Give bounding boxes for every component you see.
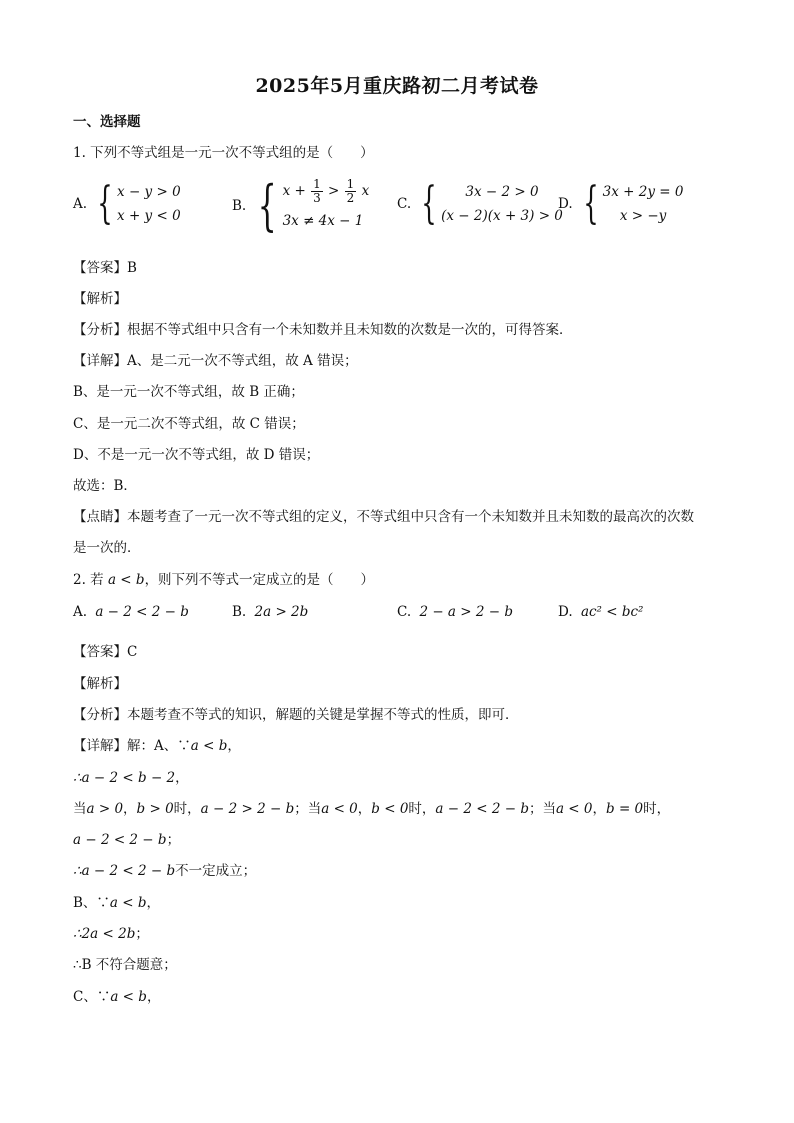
q2-line-6	[73, 891, 160, 911]
math-expression: a < b	[110, 989, 147, 1005]
math-text: >	[328, 183, 340, 199]
math-expression: b = 0	[606, 801, 644, 817]
math-expression: a − 2 > 2 − b	[200, 801, 295, 817]
brace-icon: {	[421, 178, 437, 229]
math-expression: ∴a − 2 < b − 2	[73, 770, 176, 786]
q1-dianjing-cont: 是一次的．	[73, 540, 141, 556]
math-expression: ac² < bc²	[580, 604, 644, 620]
q1-option-c	[397, 180, 563, 228]
math-expression: a < 0	[321, 801, 358, 817]
q1-line-b: B、是一元一次不等式组，故 B 正确；	[73, 384, 304, 400]
text: ，	[146, 989, 161, 1005]
q2-line-4	[73, 828, 180, 848]
text: B、∵	[73, 895, 110, 911]
fraction	[311, 178, 323, 205]
math-expression: 2a > 2b	[254, 604, 309, 620]
equation-row: x > −y	[619, 208, 667, 224]
text: ；当	[528, 801, 556, 817]
tag: 【分析】	[73, 322, 127, 338]
question-2-stem	[73, 568, 374, 588]
tag: 【详解】	[73, 738, 127, 754]
q2-line-9	[73, 985, 160, 1005]
equation-row	[283, 176, 370, 206]
option-label: D.	[558, 196, 573, 212]
paragraph-text: 本题考查了一元一次不等式组的定义，不等式组中只含有一个未知数并且未知数的最高次的次数	[127, 509, 694, 525]
text: ，	[227, 738, 241, 754]
option-label: C.	[397, 196, 412, 212]
q2-fenxi	[73, 703, 519, 723]
text: 时，	[408, 801, 436, 817]
brace-icon: {	[582, 178, 599, 229]
section-heading: 一、选择题	[73, 114, 141, 130]
math-expression: ∴a − 2 < 2 − b	[73, 863, 176, 879]
equation-row: (x − 2)(x + 3) > 0	[441, 208, 563, 224]
text: 当	[73, 801, 87, 817]
math-expression: a < 0	[555, 801, 593, 817]
brace-icon: {	[257, 174, 277, 237]
equation-row: 3x ≠ 4x − 1	[282, 213, 364, 229]
equation-row: 3x + 2y = 0	[602, 184, 684, 200]
math-expression: a > 0	[86, 801, 124, 817]
q2-option-a	[73, 604, 189, 620]
math-expression: a − 2 < 2 − b	[95, 604, 189, 620]
text: 2. 若	[73, 572, 104, 588]
q2-line-2	[73, 766, 189, 786]
paragraph-text: 根据不等式组中只含有一个未知数并且未知数的次数是一次的，可得答案．	[127, 322, 573, 338]
option-label: B.	[232, 198, 247, 214]
brace-icon: {	[97, 178, 113, 229]
option-label: A.	[73, 196, 88, 212]
q1-xiangjie	[73, 349, 358, 369]
text: ；当	[294, 801, 322, 817]
q2-answer: 【答案】C	[73, 644, 138, 660]
math-expression: ∴2a < 2b	[73, 926, 136, 942]
text: ，	[146, 895, 161, 911]
q1-option-b	[232, 176, 369, 236]
paragraph-text: A、是二元一次不等式组，故 A 错误；	[127, 353, 358, 369]
q1-line-c: C、是一元二次不等式组，故 C 错误；	[73, 416, 305, 432]
q1-dianjing	[73, 505, 694, 525]
math-text: x +	[282, 183, 306, 199]
math-expression: a − 2 < 2 − b	[435, 801, 529, 817]
q1-answer: 【答案】B	[73, 260, 137, 276]
q2-option-c	[397, 604, 513, 620]
q2-analysis-heading: 【解析】	[73, 676, 127, 692]
q1-fenxi	[73, 318, 573, 338]
math-expression: a < b	[107, 572, 145, 588]
math-expression: b > 0	[136, 801, 174, 817]
option-label: A.	[73, 604, 88, 620]
q2-option-b	[232, 604, 308, 620]
math-expression: 2 − a > 2 − b	[419, 604, 513, 620]
denominator: 3	[313, 191, 321, 205]
text: ，则下列不等式一定成立的是（ ）	[144, 572, 375, 588]
q2-line-3	[73, 797, 670, 817]
q2-xiangjie	[73, 734, 241, 754]
text: 时，	[643, 801, 671, 817]
math-text: x	[361, 183, 370, 199]
text: ，	[592, 801, 607, 817]
tag: 【详解】	[73, 353, 127, 369]
math-expression: b < 0	[371, 801, 409, 817]
tag: 【分析】	[73, 707, 127, 723]
denominator: 2	[346, 191, 355, 205]
math-expression: a − 2 < 2 − b	[73, 832, 167, 848]
paragraph-text: 本题考查不等式的知识，解题的关键是掌握不等式的性质，即可．	[127, 707, 519, 723]
fraction	[345, 178, 357, 205]
text: 解：A、∵	[127, 738, 191, 754]
question-1-stem: 1. 下列不等式组是一元一次不等式组的是（ ）	[73, 145, 374, 161]
text: ；	[135, 926, 149, 942]
text: 时，	[173, 801, 201, 817]
text: C、∵	[73, 989, 111, 1005]
q2-line-8: ∴B 不符合题意；	[73, 957, 177, 973]
math-expression: a < b	[190, 738, 228, 754]
page-title: 2025年5月重庆路初二月考试卷	[255, 75, 539, 97]
numerator: 1	[346, 177, 355, 191]
option-label: B.	[232, 604, 247, 620]
math-expression: a < b	[109, 895, 147, 911]
q2-line-7	[73, 922, 149, 942]
q1-option-a	[73, 180, 181, 228]
q2-option-d	[558, 604, 643, 620]
q1-choice: 故选：B．	[73, 478, 137, 494]
tag: 【点睛】	[73, 509, 127, 525]
q1-line-d: D、不是一元一次不等式组，故 D 错误；	[73, 447, 320, 463]
q1-analysis-heading: 【解析】	[73, 291, 127, 307]
equation-row: x + y < 0	[117, 208, 181, 224]
equation-row: 3x − 2 > 0	[465, 184, 539, 200]
equation-row: x − y > 0	[117, 184, 181, 200]
text: ；	[166, 832, 181, 848]
text: ，	[175, 770, 189, 786]
text: 不一定成立；	[175, 863, 257, 879]
numerator: 1	[313, 177, 321, 191]
text: ，	[357, 801, 372, 817]
option-label: C.	[397, 604, 412, 620]
q1-option-d	[558, 180, 683, 228]
option-label: D.	[558, 604, 573, 620]
q2-line-5	[73, 859, 256, 879]
text: ，	[123, 801, 137, 817]
